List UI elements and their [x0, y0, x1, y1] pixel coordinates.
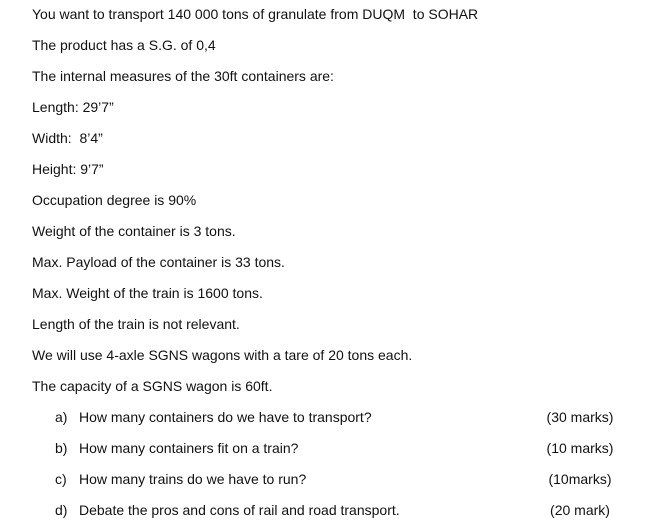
question-marks: (20 mark): [550, 502, 610, 518]
question-text: How many containers fit on a train?: [79, 440, 299, 456]
intro-line-max-payload: Max. Payload of the container is 33 tons.: [32, 254, 285, 270]
intro-line-train-weight: Max. Weight of the train is 1600 tons.: [32, 285, 263, 301]
question-letter: a): [55, 409, 68, 425]
intro-line-container-weight: Weight of the container is 3 tons.: [32, 223, 236, 239]
question-a: [55, 409, 615, 425]
question-marks: (10 marks): [546, 440, 614, 456]
intro-line-wagons: We will use 4-axle SGNS wagons with a tare of 20 tons each.: [32, 347, 413, 363]
intro-line-length: Length: 29’7”: [32, 99, 114, 115]
intro-line-height: Height: 9’7”: [32, 161, 104, 177]
question-text: Debate the pros and cons of rail and road transport.: [79, 502, 400, 518]
question-letter: d): [55, 502, 68, 518]
question-d: [55, 502, 615, 518]
question-marks: (10marks): [548, 471, 612, 487]
question-b: [55, 440, 615, 456]
question-text: How many trains do we have to run?: [79, 471, 307, 487]
question-c: [55, 471, 615, 487]
intro-line-width: Width: 8’4”: [32, 130, 103, 146]
question-letter: b): [55, 440, 68, 456]
intro-line-train-length: Length of the train is not relevant.: [32, 316, 240, 332]
intro-line-internal-measures: The internal measures of the 30ft containers are:: [32, 68, 334, 84]
question-letter: c): [55, 471, 67, 487]
intro-line-specific-gravity: The product has a S.G. of 0,4: [32, 37, 216, 53]
question-text: How many containers do we have to transport?: [79, 409, 372, 425]
intro-line-transport: You want to transport 140 000 tons of granulate from DUQM to SOHAR: [32, 6, 479, 22]
intro-line-wagon-capacity: The capacity of a SGNS wagon is 60ft.: [32, 378, 273, 394]
question-marks: (30 marks): [546, 409, 614, 425]
intro-line-occupation: Occupation degree is 90%: [32, 192, 197, 208]
